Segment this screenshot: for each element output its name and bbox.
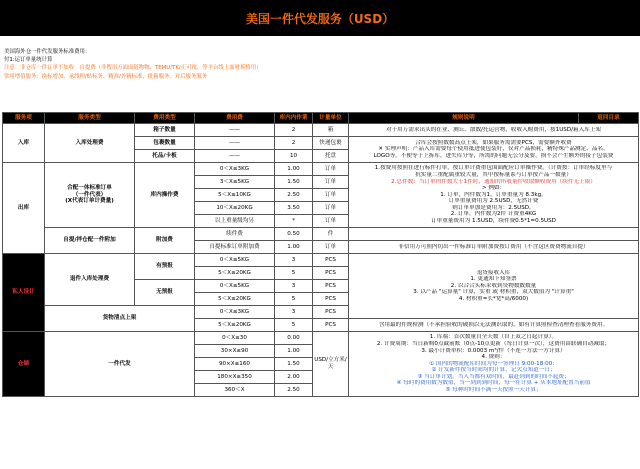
note-line: 2.总件数：当订单内件数大于1件时，通知的所收量件收取额收费用（续件无上限） bbox=[391, 178, 596, 185]
price-cell: 以上重量级均另 bbox=[195, 215, 275, 228]
header-row bbox=[3, 113, 639, 124]
header-cell: 库内内作業 bbox=[275, 113, 313, 124]
note-line: 订单重量费用为 2.5USD，无然计费 bbox=[448, 198, 539, 205]
table-row bbox=[3, 254, 639, 267]
intro-line-4: 常用增值服务：换标增加、承线理/贴标务、精准/外精标准、批箱服务、对后服务服务 bbox=[4, 73, 208, 80]
note-cell bbox=[349, 137, 639, 163]
price-cell: 5＜X≤20KG bbox=[195, 319, 275, 332]
title-bar bbox=[0, 0, 640, 36]
note-cell bbox=[349, 319, 639, 332]
price-cell: 10＜X≤20KG bbox=[195, 202, 275, 215]
table-row bbox=[3, 124, 639, 137]
intro-line-2: 付1:运订单量统计算 bbox=[4, 57, 53, 64]
value-cell: 0.50 bbox=[275, 228, 313, 241]
note-cell bbox=[349, 254, 639, 319]
note-line: 3. 以产品 "运算量" 计算，实重 或 材积重，双大数值为 "计算重" bbox=[413, 289, 574, 296]
unit-cell: 订单 bbox=[313, 241, 349, 254]
note-cell bbox=[349, 163, 639, 228]
value-cell: * bbox=[275, 215, 313, 228]
value-cell: 1.00 bbox=[275, 163, 313, 176]
unit-cell: PCS bbox=[313, 293, 349, 306]
note-line: ⑤ 每种时时间不满一天按照一天计算； bbox=[445, 387, 542, 394]
table-row bbox=[3, 228, 639, 241]
price-cell: 5＜X≤10KG bbox=[195, 189, 275, 202]
note-line: 1. 订单，内件数为1，订单重量为 8.3kg。 bbox=[440, 191, 547, 198]
note-line: 1. 更通知下知签票 bbox=[470, 276, 517, 283]
note-line: 1. 库端：首次数量自全天数（自上双之日起计算）。 bbox=[429, 334, 558, 341]
unit-cell: PCS bbox=[313, 254, 349, 267]
price-cell: 0＜X≤5KG bbox=[195, 280, 275, 293]
fee-table bbox=[2, 112, 639, 397]
type-cell: 合配一体标准订单 （一件代表） (X代表订单计费量) bbox=[45, 163, 135, 228]
table-row bbox=[3, 332, 639, 345]
price-cell: 3＜X≤5KG bbox=[195, 176, 275, 189]
price-cell: —— bbox=[195, 150, 275, 163]
note-line: ④ 每时的费用数为数值，当一到到到时间，每一在计算 + 从本地址配置当前值 bbox=[396, 380, 591, 387]
value-cell: 5 bbox=[275, 319, 313, 332]
unit-cell: 订单 bbox=[313, 176, 349, 189]
price-cell: 0＜X≤5KG bbox=[195, 254, 275, 267]
note-line: 3. 最小计费单积：0.0003 m³/件（不连一方法一方计算） bbox=[421, 347, 566, 354]
note-line: 退货接收入库 bbox=[476, 269, 511, 276]
fee-cell: 无预报 bbox=[135, 280, 195, 306]
note-line: 2. 以合合头标采收到贷物数数数量 bbox=[450, 282, 537, 289]
header-cell: 计量单位 bbox=[313, 113, 349, 124]
unit-cell: 箱 bbox=[313, 124, 349, 137]
fee-cell: 有预报 bbox=[135, 254, 195, 280]
value-cell: 2 bbox=[275, 137, 313, 150]
note-cell bbox=[349, 332, 639, 397]
note-line: ✕ 实理声明：产品入库需要每个使用抵进使包装好，仅对产品损耗，精特殊产品测定、品名、 bbox=[378, 146, 609, 153]
note-line: 2. 订单，内件数为2件 计费重4KG bbox=[450, 211, 537, 218]
intro-line-3: 注意：非仓库一件订单不加收 自提费（非搜用万面面链物物、TEMU/TK/正可视，等平台线上面材拆格用） bbox=[4, 65, 262, 72]
section-cell-storage: 仓储 bbox=[3, 332, 45, 397]
unit-cell: PCS bbox=[313, 319, 349, 332]
note-line: 1.按费用按照在进行标件打单，按订单计费重包围面配应订单操作费。（计费按：订单经标度里与 bbox=[374, 165, 613, 172]
value-cell: 1.50 bbox=[275, 358, 313, 371]
intro-block bbox=[4, 48, 636, 81]
value-cell: 2.00 bbox=[275, 371, 313, 384]
note-line: 抗实量二重配属重较大量，其中按标量系与订单按产品一数量） bbox=[415, 171, 572, 178]
unit-cell: 订单 bbox=[313, 189, 349, 202]
note-line: ③ 当订单计划，当入当都有双时间，最赶到到的时间不起费； bbox=[417, 373, 570, 380]
value-cell: 5 bbox=[275, 293, 313, 306]
price-cell: 0＜X≤30 bbox=[195, 332, 275, 345]
unit-cell: USD/立方米/天 bbox=[313, 332, 349, 397]
section-cell-inbound: 入库 bbox=[3, 124, 45, 163]
price-cell: 0＜X≤3KG bbox=[195, 306, 275, 319]
type-cell: 一件代发 bbox=[45, 332, 195, 397]
header-cell: 服务项 bbox=[3, 113, 45, 124]
price-cell: 续件费 bbox=[195, 228, 275, 241]
header-cell: 费用费 bbox=[195, 113, 275, 124]
note-cell bbox=[349, 228, 639, 241]
fee-cell: 库内操作费 bbox=[135, 163, 195, 228]
note-line: 含用最的件规检测（不承担验收的破损以无法测识取的，如有计算照检查清理查看服务费用。 bbox=[378, 321, 609, 328]
value-cell: 3.50 bbox=[275, 202, 313, 215]
value-cell: 1.00 bbox=[275, 345, 313, 358]
type-cell: 退件入库处理费 bbox=[45, 254, 135, 306]
note-line: ② 计发新件按当时间均的计算，记欠点知道一日； bbox=[431, 367, 556, 374]
note-line: 2. 计费周期：当日新购0点截前账（0点-10点更新（每日计算一次），这费用由联确自动减取； bbox=[376, 340, 611, 347]
type-cell: 入库处理费 bbox=[45, 124, 135, 163]
price-cell: 180×X≤350 bbox=[195, 371, 275, 384]
note-line: 4. 材积重=长*宽*高/6000) bbox=[458, 295, 529, 302]
note-line: ① 国内的物流配库时间为每一签理日 9:00-18:00； bbox=[429, 360, 558, 367]
note-line: 合库会按照数数高点上架，如果服务需需要PCS，需要额外收费 bbox=[415, 139, 572, 146]
note-line: 订单重量费用为 1.5USD，续件费0.5*1=0.5USD bbox=[431, 218, 556, 225]
value-cell: 2.50 bbox=[275, 384, 313, 397]
note-line: 非信用万可照内切出一件标准订单附加费按订费用（不含这区费费物流自提） bbox=[398, 243, 589, 250]
table-row bbox=[3, 163, 639, 176]
price-cell: —— bbox=[195, 124, 275, 137]
header-cell: 规则说明 bbox=[349, 113, 579, 124]
unit-cell: 件 bbox=[313, 228, 349, 241]
price-cell: 90×X≤160 bbox=[195, 358, 275, 371]
value-cell: 2.50 bbox=[275, 189, 313, 202]
type-cell: 货物清点上架 bbox=[45, 306, 195, 332]
value-cell: 3 bbox=[275, 254, 313, 267]
fee-cell: 托品/卡板 bbox=[135, 150, 195, 163]
fee-cell: 箱子数量 bbox=[135, 124, 195, 137]
price-cell: —— bbox=[195, 137, 275, 150]
price-cell: 360＜X bbox=[195, 384, 275, 397]
unit-cell: 订单 bbox=[313, 202, 349, 215]
value-cell: 5 bbox=[275, 267, 313, 280]
section-cell-outbound: 出库 bbox=[3, 163, 45, 254]
note-line: 则订单单加是费用为：2.5USD。 bbox=[452, 204, 535, 211]
page-title: 美国一件代发服务（USD） bbox=[245, 11, 395, 26]
price-cell: 5＜X≤20KG bbox=[195, 293, 275, 306]
note-line: LOGO等。不便等于上拆库，进失库分等，所需的问题无公分及要，损不会产生额外的接子包装费 bbox=[373, 152, 614, 159]
unit-cell: 订单 bbox=[313, 163, 349, 176]
fee-cell: 附加费 bbox=[135, 228, 195, 254]
value-cell: 3 bbox=[275, 306, 313, 319]
price-cell: 30×X≤90 bbox=[195, 345, 275, 358]
header-cell: 服务类型 bbox=[45, 113, 135, 124]
value-cell: 2 bbox=[275, 124, 313, 137]
unit-cell: 快递包裹 bbox=[313, 137, 349, 150]
note-cell bbox=[349, 241, 639, 254]
type-cell: 自提/拌仓配一件附加 bbox=[45, 228, 135, 254]
unit-cell: 订单 bbox=[313, 215, 349, 228]
price-cell: 5＜X≤20KG bbox=[195, 267, 275, 280]
note-line: > 例如： bbox=[481, 185, 506, 192]
note-cell bbox=[349, 124, 639, 137]
unit-cell: PCS bbox=[313, 306, 349, 319]
price-cell: 0＜X≤3KG bbox=[195, 163, 275, 176]
value-cell: 0.00 bbox=[275, 332, 313, 345]
value-cell: 1.50 bbox=[275, 176, 313, 189]
note-line: 对于用万需求出头的在业、测丘、散数/托运营物，收收入购费用，按1USD/箱入库上架 bbox=[385, 126, 602, 133]
header-cell: 返回目录 bbox=[579, 113, 639, 124]
header-cell: 费用类型 bbox=[135, 113, 195, 124]
value-cell: 3 bbox=[275, 280, 313, 293]
unit-cell: PCS bbox=[313, 280, 349, 293]
intro-line-1: 美国海外仓一件代发服务标准费用： bbox=[4, 49, 91, 55]
note-line: 4. 规则： bbox=[481, 354, 506, 361]
price-cell: 自提标准订单附加费 bbox=[195, 241, 275, 254]
unit-cell: PCS bbox=[313, 267, 349, 280]
section-cell-returns: 私人设计 bbox=[3, 254, 45, 332]
unit-cell: 托盘 bbox=[313, 150, 349, 163]
value-cell: 1.00 bbox=[275, 241, 313, 254]
fee-cell: 包裹数量 bbox=[135, 137, 195, 150]
value-cell: 10 bbox=[275, 150, 313, 163]
